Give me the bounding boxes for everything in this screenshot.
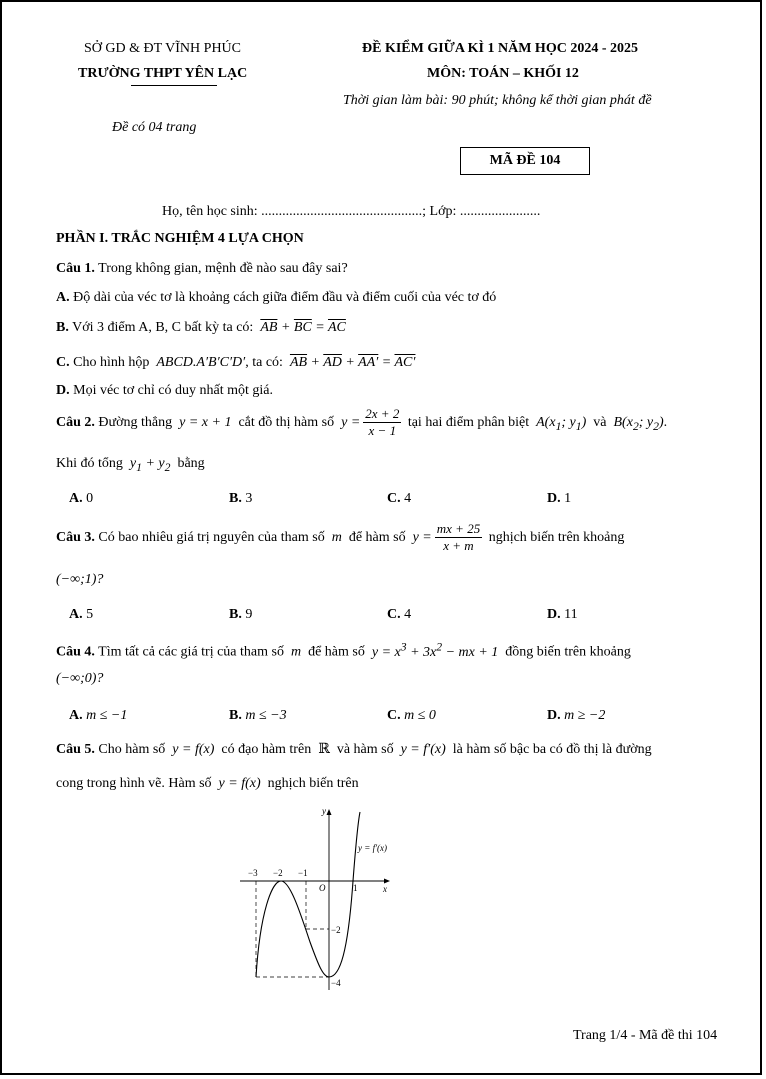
question-text: và [593,415,607,430]
question-1 [56,261,348,277]
q4-interval: (−∞;0)? [56,671,104,686]
math-line: y = x + 1 [175,415,235,430]
tick-x-minus2: −2 [273,868,283,878]
q3-option-c[interactable] [387,607,411,623]
school-underline [131,85,217,86]
tick-y-minus4: −4 [331,978,341,988]
question-text: Đường thẳng [98,415,173,430]
math-fn: y = f(x) [168,742,218,757]
param-m: m [287,644,305,660]
question-text: Trong không gian, mệnh đề nào sau đây sai? [98,261,348,276]
q2-option-a[interactable] [69,491,93,507]
option-value: m ≤ −1 [86,708,128,723]
q3-option-d[interactable] [547,607,578,623]
derivative-graph [240,802,400,997]
question-2: Câu 2. Đường thẳng y = x + 1 cắt đồ thị hàm số y = $\frac{2x + 2}{x - 1}$ tại hai điểm phân biệt $A(x_1$; $y_1$) và $B(x_2$; $y_2$). [56,406,668,439]
exam-title: ĐỀ KIỂM GIỮA KÌ 1 NĂM HỌC 2024 - 2025 [362,41,638,56]
question-text: cong trong hình vẽ. Hàm số [56,776,212,791]
question-label: Câu 1. [56,261,95,276]
question-text: Khi đó tổng [56,456,123,471]
curve-label: y = f′(x) [358,843,388,853]
option-value: m ≤ −3 [245,708,287,723]
option-value: 3 [245,491,253,506]
option-label: C. [56,355,70,370]
option-text: Độ dài của véc tơ là khoảng cách giữa điểm đầu và điểm cuối của véc tơ đó [73,290,497,305]
x-axis-label: x [383,884,387,894]
box-name: ABCD.A′B′C′D′ [152,355,246,370]
q2-option-b[interactable] [229,491,252,507]
question-text: cắt đồ thị hàm số [238,415,335,430]
page-footer: Trang 1/4 - Mã đề thi 104 [573,1028,718,1043]
section-title: PHẦN I. TRẮC NGHIỆM 4 LỰA CHỌN [56,231,304,246]
math-fn: y = f(x) [215,776,265,791]
math-fn: y = [409,530,432,545]
q4-option-a[interactable] [69,708,127,724]
option-text-2: , ta có: [245,355,283,370]
option-label: A. [69,708,83,723]
question-text: để hàm số [348,530,406,545]
option-label: B. [56,320,69,335]
point-b: $B(x_2$; $y_2$) [610,415,664,433]
y-axis-label: y [322,806,326,816]
option-value: m ≤ 0 [404,708,436,723]
time-note: Thời gian làm bài: 90 phút; không kể thời gian phát đề [343,93,652,108]
question-text: bằng [177,456,205,471]
option-value: 9 [245,607,253,622]
question-text: có đạo hàm trên [221,742,312,757]
option-label: C. [387,708,401,723]
school-name: TRƯỜNG THPT YÊN LẠC [78,66,248,81]
question-2-line-2 [56,456,205,474]
origin-label: O [319,883,326,893]
q1-option-a[interactable] [56,290,496,306]
option-label: A. [56,290,70,305]
q3-option-b[interactable] [229,607,252,623]
vector-equation: $\overline{AB} + \overline{BC} = \overline{AC}$ [260,320,346,335]
option-value: 0 [86,491,94,506]
q3-option-a[interactable] [69,607,93,623]
q2-option-c[interactable] [387,491,411,507]
real-set: ℝ [314,742,334,757]
question-3 [56,520,624,556]
question-text: Có bao nhiêu giá trị nguyên của tham số [98,530,325,545]
option-value: 4 [404,607,412,622]
tick-x-minus1: −1 [298,868,308,878]
point-a: $A(x_1$; $y_1$) [532,415,590,433]
option-value: 4 [404,491,412,506]
tick-x-minus3: −3 [248,868,258,878]
question-text: đồng biến trên khoảng [505,644,631,660]
option-label: C. [387,607,401,622]
option-label: D. [547,708,561,723]
option-label: D. [56,383,70,398]
option-label: C. [387,491,401,506]
tick-x-1: 1 [353,883,358,893]
question-label: Câu 4. [56,644,95,660]
option-label: D. [547,607,561,622]
option-label: D. [547,491,561,506]
q1-option-c[interactable] [56,355,415,371]
pages-note: Đề có 04 trang [112,120,197,135]
param-m: m [328,530,346,545]
q1-option-b[interactable] [56,320,346,336]
q2-option-d[interactable] [547,491,571,507]
math-fn: y = [337,415,361,430]
question-text: là hàm số bậc ba có đồ thị là đường [452,742,652,757]
question-label: Câu 2. [56,415,95,430]
question-text: nghịch biến trên [267,776,359,791]
q3-interval: (−∞;1)? [56,572,104,587]
option-label: B. [229,491,242,506]
option-value: 1 [564,491,572,506]
question-text: tại hai điểm phân biệt [407,415,530,430]
department-name: SỞ GD & ĐT VĨNH PHÚC [84,41,242,56]
option-text: Với 3 điểm A, B, C bất kỳ ta có: [72,320,254,335]
option-text: Mọi véc tơ chỉ có duy nhất một giá. [73,383,273,398]
student-info-line: Họ, tên học sinh: ..............................................; Lớp: ....................... [162,204,541,219]
tick-y-minus2: −2 [331,925,341,935]
exam-code-box: MÃ ĐỀ 104 [460,147,590,175]
question-text: Tìm tất cả các giá trị của tham số [98,644,284,660]
option-value: 5 [86,607,94,622]
y-axis-arrow [327,809,332,815]
question-text: để hàm số [308,644,365,660]
x-axis-arrow [384,879,390,884]
option-label: A. [69,607,83,622]
question-4 [56,640,631,661]
question-text: Cho hàm số [98,742,166,757]
fraction: $\frac{mx + 25}{x + m}$ [436,521,481,554]
math-deriv: y = f′(x) [397,742,450,757]
option-label: A. [69,491,83,506]
question-label: Câu 3. [56,530,95,545]
q4-option-b[interactable] [229,708,287,724]
question-5-line-2 [56,776,359,792]
q4-option-d[interactable] [547,708,605,724]
question-text: nghịch biến trên khoảng [488,530,625,545]
subject-title: MÔN: TOÁN – KHỐI 12 [427,66,579,81]
vector-equation: $\overline{AB} + \overline{AD} + AA' = AC'$ [289,355,416,370]
fraction: $\frac{2x + 2}{x - 1}$ [365,406,400,439]
option-label: B. [229,708,242,723]
option-value: m ≥ −2 [564,708,606,723]
question-5 [56,741,652,758]
question-label: Câu 5. [56,742,95,757]
derivative-curve [256,812,360,977]
math-sum: $y_1 + y_2$ [126,456,171,474]
math-fn: $y = x^3 + 3x^2$ − mx + 1 [368,640,502,660]
question-text: và hàm số [336,742,394,757]
option-text: Cho hình hộp [73,355,150,370]
q4-option-c[interactable] [387,708,436,724]
q1-option-d[interactable] [56,383,273,399]
option-value: 11 [564,607,578,622]
option-label: B. [229,607,242,622]
